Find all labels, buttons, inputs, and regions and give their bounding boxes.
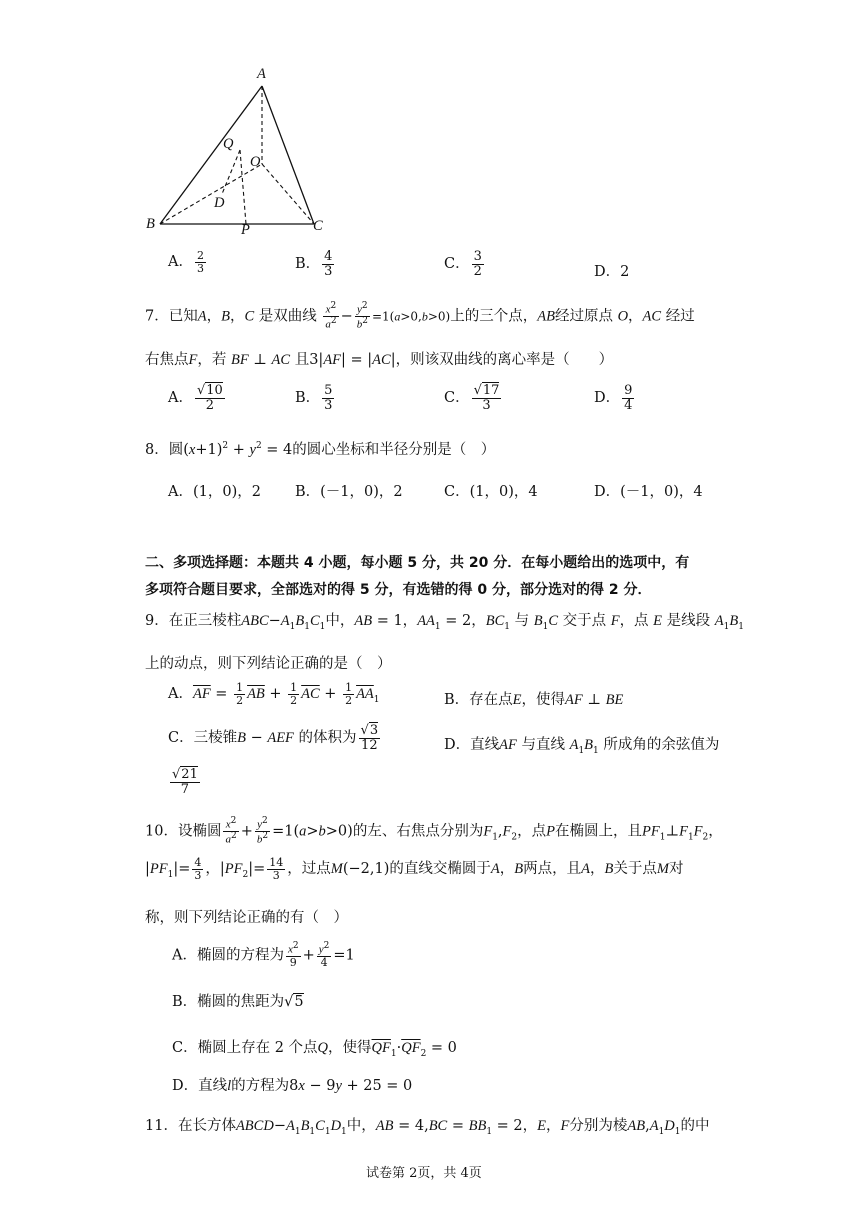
q8-option-b: B．(－1，0)，2	[295, 484, 403, 500]
q6-option-c: C． $\frac{3}{2}$	[444, 249, 482, 279]
q10-stem-line3: 称，则下列结论正确的有（ ）	[145, 910, 348, 926]
q7-option-c: C． $\frac{√17}{3}$	[444, 383, 500, 413]
figure-label-d: D	[214, 195, 225, 211]
q8-option-c: C．(1，0)，4	[444, 484, 538, 500]
q7-stem-line1: 7．已知A，B，C 是双曲线 $\frac{x^2}{a^2}$ − $\frac{y^2}{b^2}$ =1(a>0,b>0)上的三个点，AB经过原点 O，AC 经过	[145, 301, 695, 331]
q7-option-b: B． $\frac{5}{3}$	[295, 383, 333, 413]
q10-stem-line1: 10．设椭圆 $\frac{x^2}{a^2}$ + $\frac{y^2}{b^2}$ =1(a>b>0)的左、右焦点分别为$F_1,F_2$，点P在椭圆上，且$PF_1\perp F_1F_2$，	[145, 816, 723, 846]
q10-stem-line2: $|PF_1|=$ $\frac{4}{3}$ ，$|PF_2|=$ $\frac{14}{3}$ ，过点M(−2,1)的直线交椭圆于A，B两点，且A，B关于点M对	[145, 856, 684, 882]
q8-stem: 8．圆$(x+1)^2 + y^2 = 4$的圆心坐标和半径分别是（ ）	[145, 441, 496, 458]
q9-stem-line2: 上的动点，则下列结论正确的是（ ）	[145, 656, 392, 672]
q7-option-a: A． $\frac{√10}{2}$	[168, 383, 223, 413]
pyramid-figure	[140, 64, 340, 244]
figure-label-o: O	[250, 154, 261, 170]
q9-option-a: A．$\overline{AF}$ = $\frac{1}{2}$ $\overline{AB}$ + $\frac{1}{2}$ $\overline{AC}$ + $\frac{1}{2}$ $\overline{AA}_1$	[168, 681, 380, 707]
q8-option-a: A．(1，0)，2	[168, 484, 261, 500]
q6-option-d: D．2	[594, 264, 630, 280]
q9-stem-line1: 9．在正三棱柱$ABC-A_1B_1C_1$中，AB = 1，$AA_1 = 2$，$BC_1$ 与 $B_1C$ 交于点 F，点 E 是线段 $A_1B_1$	[145, 613, 744, 632]
q11-stem-line1: 11．在长方体$ABCD-A_1B_1C_1D_1$中，AB = $4,BC = BB_1 = 2$，E，F分别为棱$AB,A_1D_1$的中	[145, 1118, 710, 1137]
q6-option-b: B． $\frac{4}{3}$	[295, 249, 333, 279]
q9-option-d-value: $\frac{√21}{7}$	[172, 767, 198, 797]
q8-option-d: D．(－1，0)，4	[594, 484, 703, 500]
q9-option-c: C．三棱锥B − AEF 的体积为 $\frac{√3}{12}$	[168, 723, 379, 753]
section2-heading-line1: 二、多项选择题：本题共 4 小题，每小题 5 分，共 20 分．在每小题给出的选项中，有	[145, 555, 690, 571]
q9-option-d: D．直线AF 与直线 $A_1B_1$ 所成角的余弦值为	[444, 737, 720, 756]
q7-stem-line2: 右焦点F，若 BF ⊥ AC 且3|AF| = |AC|，则该双曲线的离心率是（ ）	[145, 352, 614, 368]
q9-option-b: B．存在点E，使得AF ⊥ BE	[444, 692, 624, 708]
figure-label-q: Q	[223, 136, 234, 152]
q10-option-c: C．椭圆上存在 2 个点Q，使得$\overline{QF}_1\cdot\overline{QF}_2 = 0$	[172, 1040, 457, 1059]
figure-label-c: C	[313, 218, 323, 234]
figure-label-a: A	[257, 66, 266, 82]
q10-option-d: D．直线l的方程为8x − 9y + 25 = 0	[172, 1078, 413, 1094]
figure-label-b: B	[146, 216, 155, 232]
figure-label-p: P	[241, 222, 250, 238]
q10-option-b: B．椭圆的焦距为√5	[172, 994, 304, 1010]
q7-option-d: D． $\frac{9}{4}$	[594, 383, 633, 413]
page-footer: 试卷第 2页，共 4页	[366, 1166, 482, 1181]
section2-heading-line2: 多项符合题目要求，全部选对的得 5 分，有选错的得 0 分，部分选对的得 2 分．	[145, 582, 652, 598]
q10-option-a: A．椭圆的方程为 $\frac{x^2}{9}$ + $\frac{y^2}{4}$ =1	[172, 941, 355, 970]
q6-option-a: A． $\frac{2}{3}$	[168, 249, 204, 275]
